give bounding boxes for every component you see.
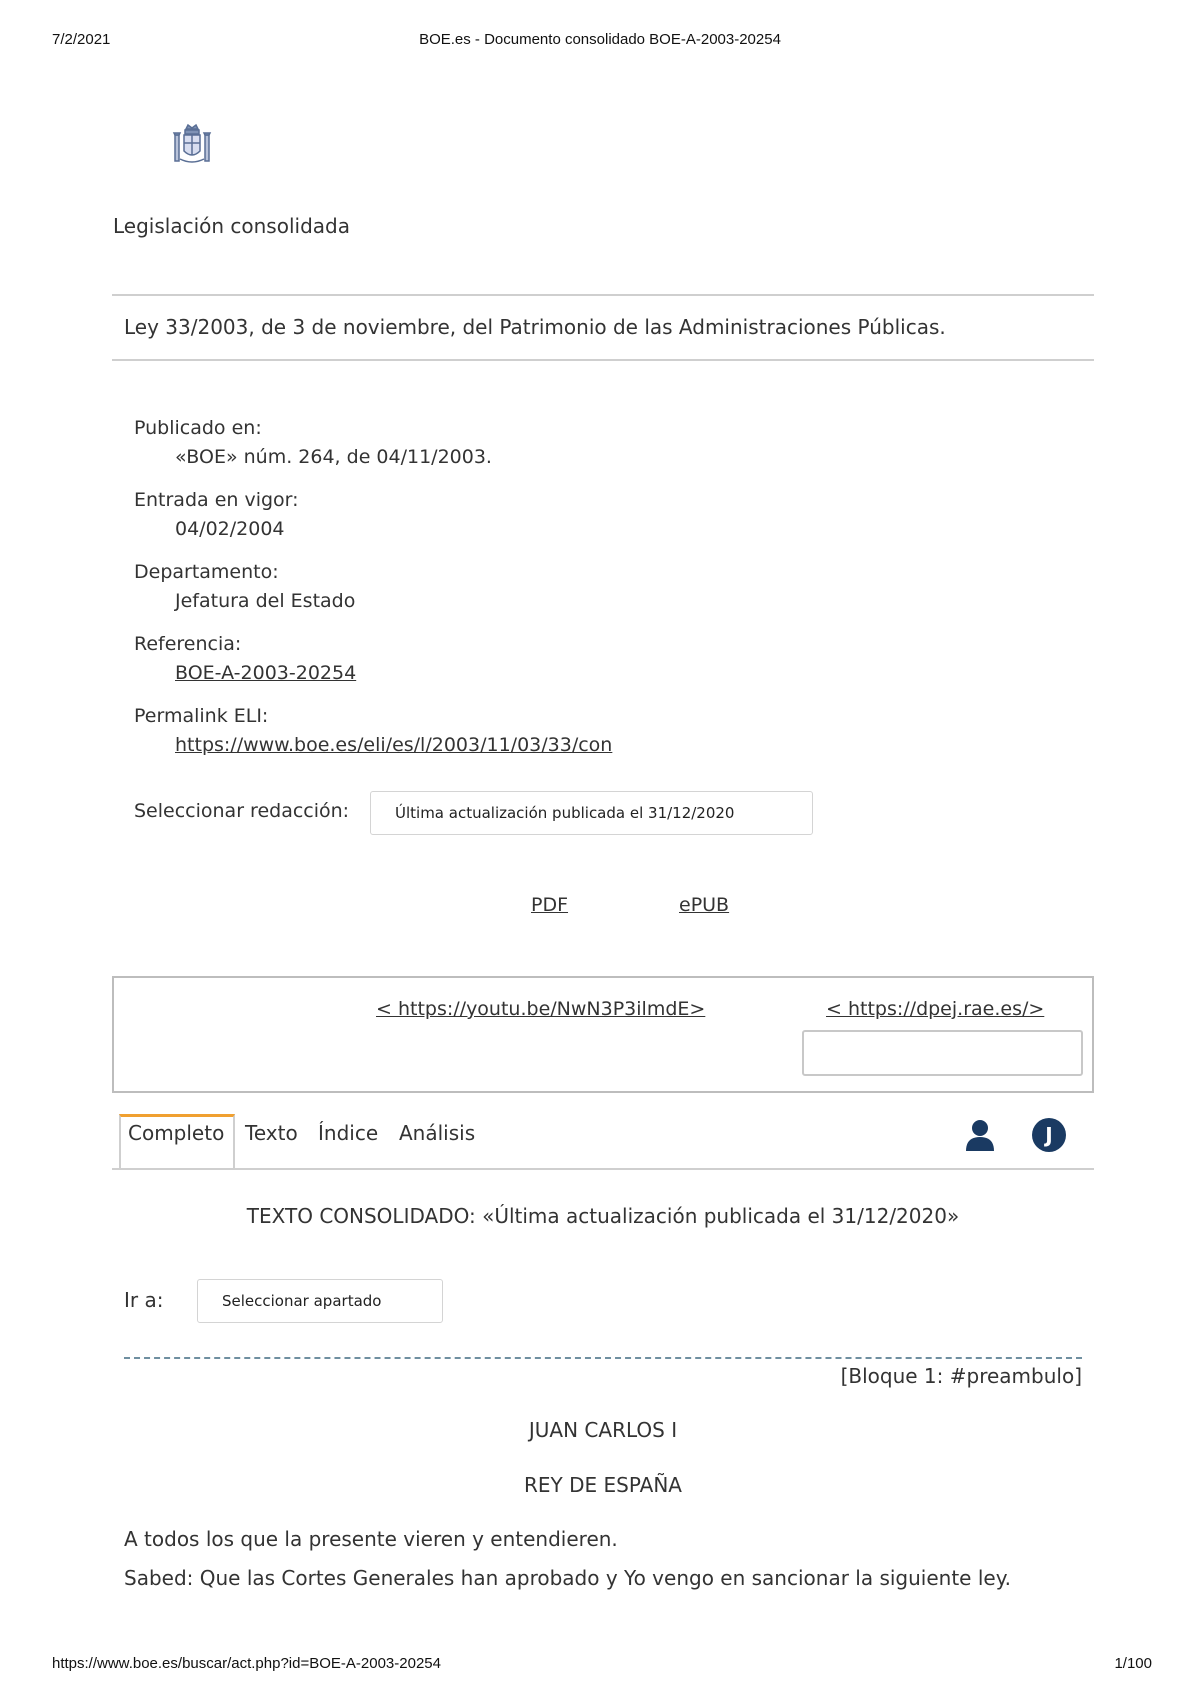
print-footer-url: https://www.boe.es/buscar/act.php?id=BOE-A-2003-20254 [52, 1655, 441, 1672]
section-title: Legislación consolidada [113, 214, 350, 238]
youtube-link[interactable]: < https://youtu.be/NwN3P3ilmdE> [376, 998, 706, 1020]
pdf-link[interactable]: PDF [531, 894, 569, 916]
preamble-paragraph-2: Sabed: Que las Cortes Generales han aprobado y Yo vengo en sancionar la siguiente ley. [124, 1566, 1012, 1590]
goto-select[interactable]: Seleccionar apartado [197, 1279, 443, 1323]
consolidated-heading: TEXTO CONSOLIDADO: «Última actualización publicada el 31/12/2020» [246, 1204, 960, 1228]
document-title: Ley 33/2003, de 3 de noviembre, del Patrimonio de las Administraciones Públicas. [124, 315, 946, 339]
tab-complete[interactable]: Completo [128, 1121, 225, 1145]
dpej-link[interactable]: < https://dpej.rae.es/> [826, 998, 1045, 1020]
preamble-paragraph-1: A todos los que la presente vieren y entendieren. [124, 1527, 618, 1551]
redaction-label: Seleccionar redacción: [134, 800, 350, 822]
king-title: REY DE ESPAÑA [524, 1473, 682, 1497]
entry-value: 04/02/2004 [175, 518, 285, 540]
coat-of-arms-logo[interactable] [172, 123, 212, 169]
divider-bottom [112, 359, 1094, 361]
print-page-number: 1/100 [1114, 1655, 1152, 1672]
j-icon-letter: J [1045, 1123, 1053, 1147]
tab-text[interactable]: Texto [245, 1121, 298, 1145]
block-label: [Bloque 1: #preambulo] [840, 1364, 1082, 1388]
j-icon[interactable] [1032, 1118, 1066, 1152]
published-value: «BOE» núm. 264, de 04/11/2003. [175, 446, 492, 468]
reference-label: Referencia: [134, 633, 242, 655]
tab-index[interactable]: Índice [318, 1121, 379, 1145]
print-date: 7/2/2021 [52, 31, 111, 48]
published-label: Publicado en: [134, 417, 262, 439]
permalink-label: Permalink ELI: [134, 705, 269, 727]
department-value: Jefatura del Estado [175, 590, 356, 612]
department-label: Departamento: [134, 561, 279, 583]
redaction-select[interactable]: Última actualización publicada el 31/12/2020 [370, 791, 813, 835]
tab-analysis[interactable]: Análisis [399, 1121, 476, 1145]
print-title: BOE.es - Documento consolidado BOE-A-2003-20254 [419, 31, 781, 48]
entry-label: Entrada en vigor: [134, 489, 299, 511]
user-icon[interactable] [964, 1118, 996, 1152]
king-name: JUAN CARLOS I [528, 1418, 678, 1442]
reference-link[interactable]: BOE-A-2003-20254 [175, 662, 357, 684]
permalink-link[interactable]: https://www.boe.es/eli/es/l/2003/11/03/33/con [175, 734, 613, 756]
divider-top [112, 294, 1094, 296]
tabs-underline [112, 1168, 1094, 1170]
dpej-search-input[interactable] [802, 1030, 1083, 1076]
goto-label: Ir a: [124, 1288, 164, 1312]
block-separator [124, 1357, 1082, 1359]
epub-link[interactable]: ePUB [679, 894, 730, 916]
